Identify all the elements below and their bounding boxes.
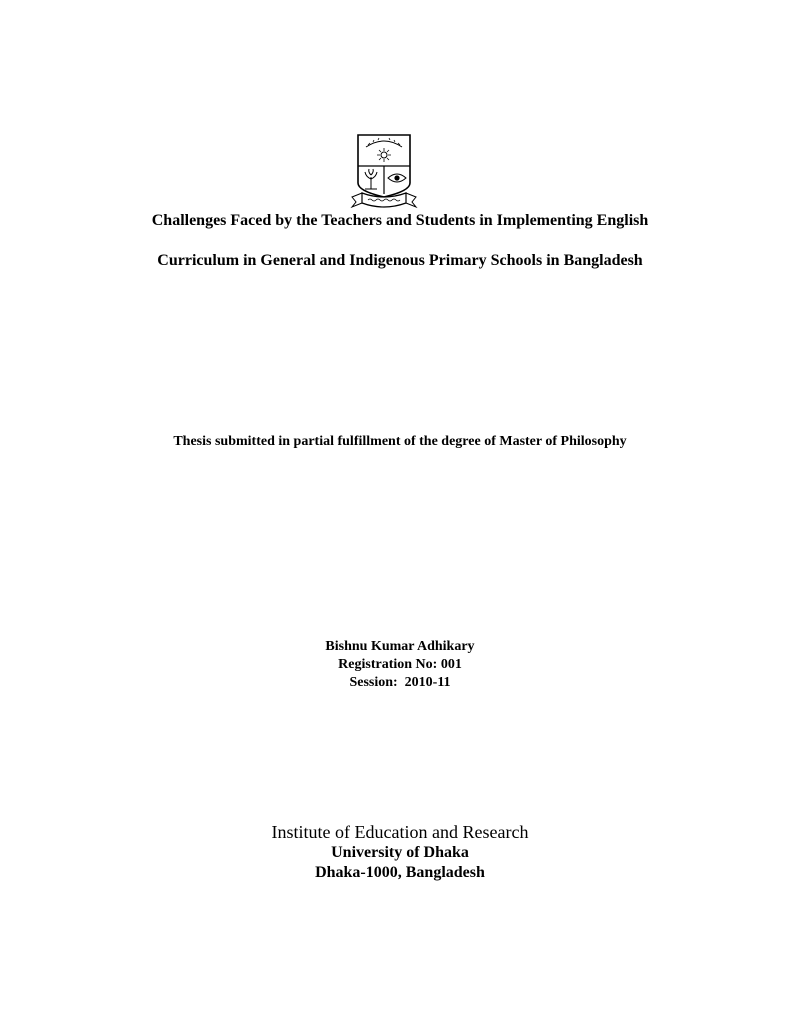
address: Dhaka-1000, Bangladesh xyxy=(315,864,485,881)
institute-name: Institute of Education and Research xyxy=(271,822,529,842)
university-name: University of Dhaka xyxy=(331,844,469,861)
university-crest-icon xyxy=(348,131,420,213)
session: Session: 2010-11 xyxy=(349,675,451,690)
thesis-title-line-2: Curriculum in General and Indigenous Primary Schools in Bangladesh xyxy=(157,252,643,269)
degree-statement: Thesis submitted in partial fulfillment of the degree of Master of Philosophy xyxy=(173,434,627,449)
author-name: Bishnu Kumar Adhikary xyxy=(325,639,475,654)
registration-number: Registration No: 001 xyxy=(338,657,462,672)
thesis-title-line-1: Challenges Faced by the Teachers and Students in Implementing English xyxy=(151,212,649,229)
